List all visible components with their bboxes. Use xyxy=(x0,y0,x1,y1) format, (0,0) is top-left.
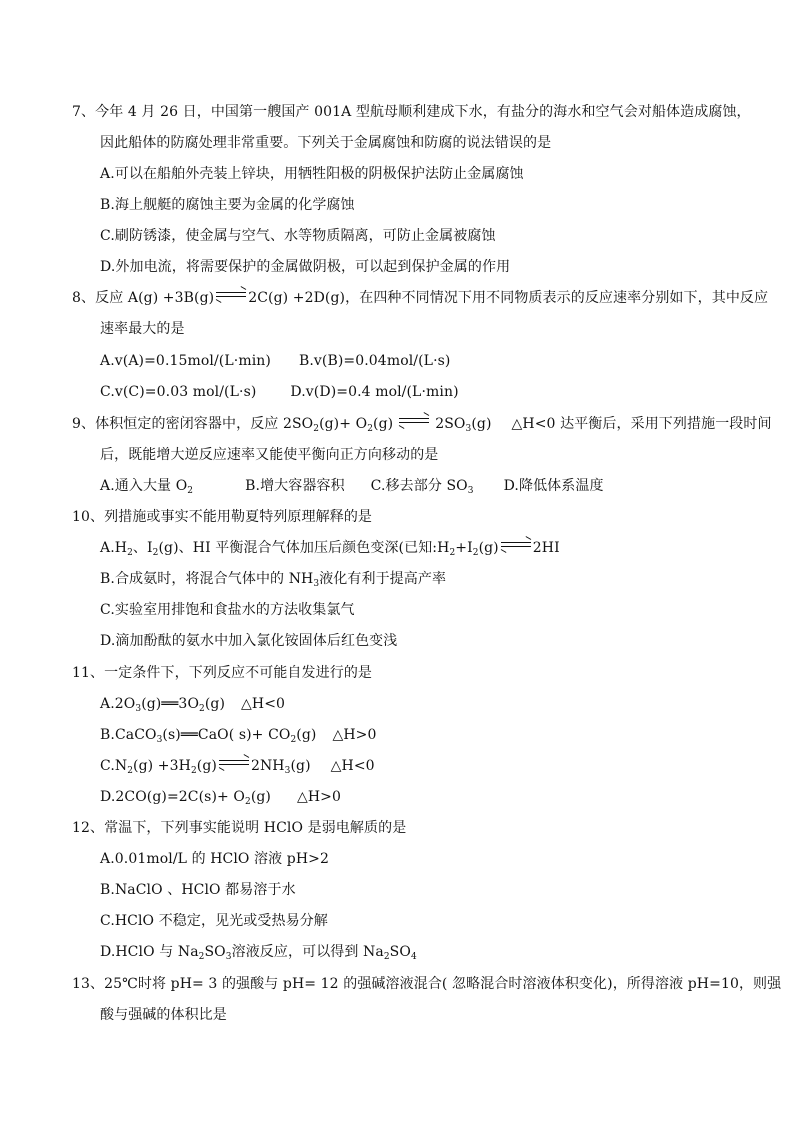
equilibrium-arrow-icon xyxy=(501,540,531,550)
q7-stem-line2: 因此船体的防腐处理非常重要。下列关于金属腐蚀和防腐的说法错误的是 xyxy=(100,135,552,151)
q10-stem: 10、列措施或事实不能用勒夏特列原理解释的是 xyxy=(72,509,373,525)
subscript: 3 xyxy=(284,766,291,776)
subscript: 3 xyxy=(467,486,474,496)
q11-b-part: (s)══CaO( s)+ CO xyxy=(162,727,291,743)
q12-option-c: C.HClO 不稳定，见光或受热易分解 xyxy=(100,913,328,929)
q11-option-a xyxy=(100,695,285,713)
q9-option-b: B.增大容器容积 xyxy=(245,478,345,494)
q11-option-d xyxy=(100,788,341,806)
q11-a-part: (g)══3O xyxy=(141,696,200,712)
q8-prefix: 8、反应 A(g) +3B(g) xyxy=(72,290,215,306)
subscript: 2 xyxy=(199,704,205,714)
q11-option-c xyxy=(100,757,375,775)
q11-d-part: △H>0 xyxy=(297,789,342,805)
q13-stem-line1: 13、25℃时将 pH= 3 的强酸与 pH= 12 的强碱溶液混合( 忽略混合时溶液体积变化)，所得溶液 pH=10，则强 xyxy=(72,976,782,992)
q9-mid3: 2SO xyxy=(435,416,466,432)
q12-option-b: B.NaClO 、HClO 都易溶于水 xyxy=(100,882,296,898)
subscript: 2 xyxy=(190,766,197,776)
q11-c-part: C.N xyxy=(100,758,128,774)
q10-option-d: D.滴加酚酞的氨水中加入氯化铵固体后红色变浅 xyxy=(100,633,398,649)
q9-option-d: D.降低体系温度 xyxy=(503,478,604,494)
equilibrium-arrow-icon xyxy=(216,290,246,300)
q11-d-part: (g) xyxy=(250,789,271,805)
subscript: 2 xyxy=(290,735,297,745)
subscript: 2 xyxy=(472,548,479,558)
subscript: 3 xyxy=(313,579,320,589)
q11-a-part: A.2O xyxy=(100,696,136,712)
q8-option-c: C.v(C)=0.03 mol/(L·s) xyxy=(100,384,257,400)
q9-suffix: △H<0 达平衡后，采用下列措施一段时间 xyxy=(511,416,772,432)
q7-option-a: A.可以在船舶外壳装上锌块，用牺牲阳极的阴极保护法防止金属腐蚀 xyxy=(100,166,524,182)
q11-c-part: (g) +3H xyxy=(133,758,191,774)
q12-d-part: SO xyxy=(204,944,226,960)
q12-d-part: D.HClO 与 Na xyxy=(100,944,199,960)
subscript: 2 xyxy=(244,797,251,807)
q10-a-part: (g) xyxy=(478,540,499,556)
q11-c-part: 2NH xyxy=(250,758,285,774)
q9-mid1: (g)+ O xyxy=(319,416,368,432)
q9-options xyxy=(100,477,604,495)
q10-option-a xyxy=(100,539,560,557)
q12-d-part: 溶液反应，可以得到 Na xyxy=(231,944,384,960)
q11-d-part: D.2CO(g)=2C(s)+ O xyxy=(100,789,245,805)
q10-a-part: (g)、HI 平衡混合气体加压后颜色变深(已知:H xyxy=(158,540,450,556)
subscript: 2 xyxy=(198,952,205,962)
q9-option-c: C.移去部分 SO xyxy=(370,478,468,494)
q11-stem: 11、一定条件下，下列反应不可能自发进行的是 xyxy=(72,665,373,681)
q10-a-part: A.H xyxy=(100,540,128,556)
subscript: 2 xyxy=(383,952,390,962)
q11-b-part: B.CaCO xyxy=(100,727,157,743)
q10-a-part: +I xyxy=(455,540,473,556)
q11-option-b xyxy=(100,726,376,744)
q8-option-d: D.v(D)=0.4 mol/(L·min) xyxy=(290,384,459,400)
q9-mid2: (g) xyxy=(373,416,394,432)
subscript: 2 xyxy=(152,548,159,558)
q8-option-a: A.v(A)=0.15mol/(L·min) xyxy=(100,353,271,369)
q7-stem-line1: 7、今年 4 月 26 日，中国第一艘国产 001A 型航母顺利建成下水，有盐分的海水和空气会对船体造成腐蚀， xyxy=(72,104,751,120)
subscript: 2 xyxy=(187,486,194,496)
q8-option-b: B.v(B)=0.04mol/(L·s) xyxy=(298,353,451,369)
q10-b-part: B.合成氨时，将混合气体中的 NH xyxy=(100,571,314,587)
subscript: 3 xyxy=(225,952,232,962)
q12-option-a: A.0.01mol/L 的 HClO 溶液 pH>2 xyxy=(100,851,330,867)
q9-option-a: A.通入大量 O xyxy=(100,478,188,494)
q12-option-d xyxy=(100,943,417,961)
q10-option-c: C.实验室用排饱和食盐水的方法收集氯气 xyxy=(100,602,355,618)
q10-a-part: 2HI xyxy=(532,540,560,556)
q9-stem-line2: 后，既能增大逆反应速率又能使平衡向正方向移动的是 xyxy=(100,447,439,463)
q8-suffix: 2C(g) +2D(g)，在四种不同情况下用不同物质表示的反应速率分别如下，其中反应 xyxy=(248,290,769,306)
q11-c-part: △H<0 xyxy=(330,758,375,774)
q8-stem-line2: 速率最大的是 xyxy=(100,321,185,337)
q7-option-d: D.外加电流，将需要保护的金属做阴极，可以起到保护金属的作用 xyxy=(100,259,511,275)
q11-a-part: △H<0 xyxy=(241,696,286,712)
q12-stem: 12、常温下，下列事实能说明 HClO 是弱电解质的是 xyxy=(72,820,407,836)
q7-option-c: C.刷防锈漆，使金属与空气、水等物质隔离，可防止金属被腐蚀 xyxy=(100,228,496,244)
q11-b-part: (g) xyxy=(296,727,317,743)
q7-option-b: B.海上舰艇的腐蚀主要为金属的化学腐蚀 xyxy=(100,197,355,213)
q10-a-part: 、I xyxy=(132,540,153,556)
equilibrium-arrow-icon xyxy=(399,416,429,426)
subscript: 4 xyxy=(410,952,417,962)
q9-mid4: (g) xyxy=(471,416,492,432)
q8-options-row2 xyxy=(100,383,459,401)
q10-option-b xyxy=(100,570,446,588)
subscript: 2 xyxy=(449,548,456,558)
q9-stem-line1 xyxy=(72,415,772,433)
subscript: 2 xyxy=(367,424,374,434)
subscript: 2 xyxy=(127,548,133,558)
q9-prefix: 9、体积恒定的密闭容器中，反应 2SO xyxy=(72,416,314,432)
q10-b-part: 液化有利于提高产率 xyxy=(319,571,447,587)
subscript: 3 xyxy=(465,424,472,434)
subscript: 2 xyxy=(127,766,134,776)
q8-stem-line1 xyxy=(72,289,768,307)
q11-b-part: △H>0 xyxy=(332,727,377,743)
subscript: 2 xyxy=(313,424,320,434)
q11-a-part: (g) xyxy=(204,696,226,712)
subscript: 3 xyxy=(156,735,163,745)
subscript: 3 xyxy=(135,704,142,714)
q11-c-part: (g) xyxy=(196,758,217,774)
q8-options-row1 xyxy=(100,352,450,370)
equilibrium-arrow-icon xyxy=(219,758,249,768)
q12-d-part: SO xyxy=(389,944,411,960)
q13-stem-line2: 酸与强碱的体积比是 xyxy=(100,1007,227,1023)
q11-c-part: (g) xyxy=(290,758,311,774)
